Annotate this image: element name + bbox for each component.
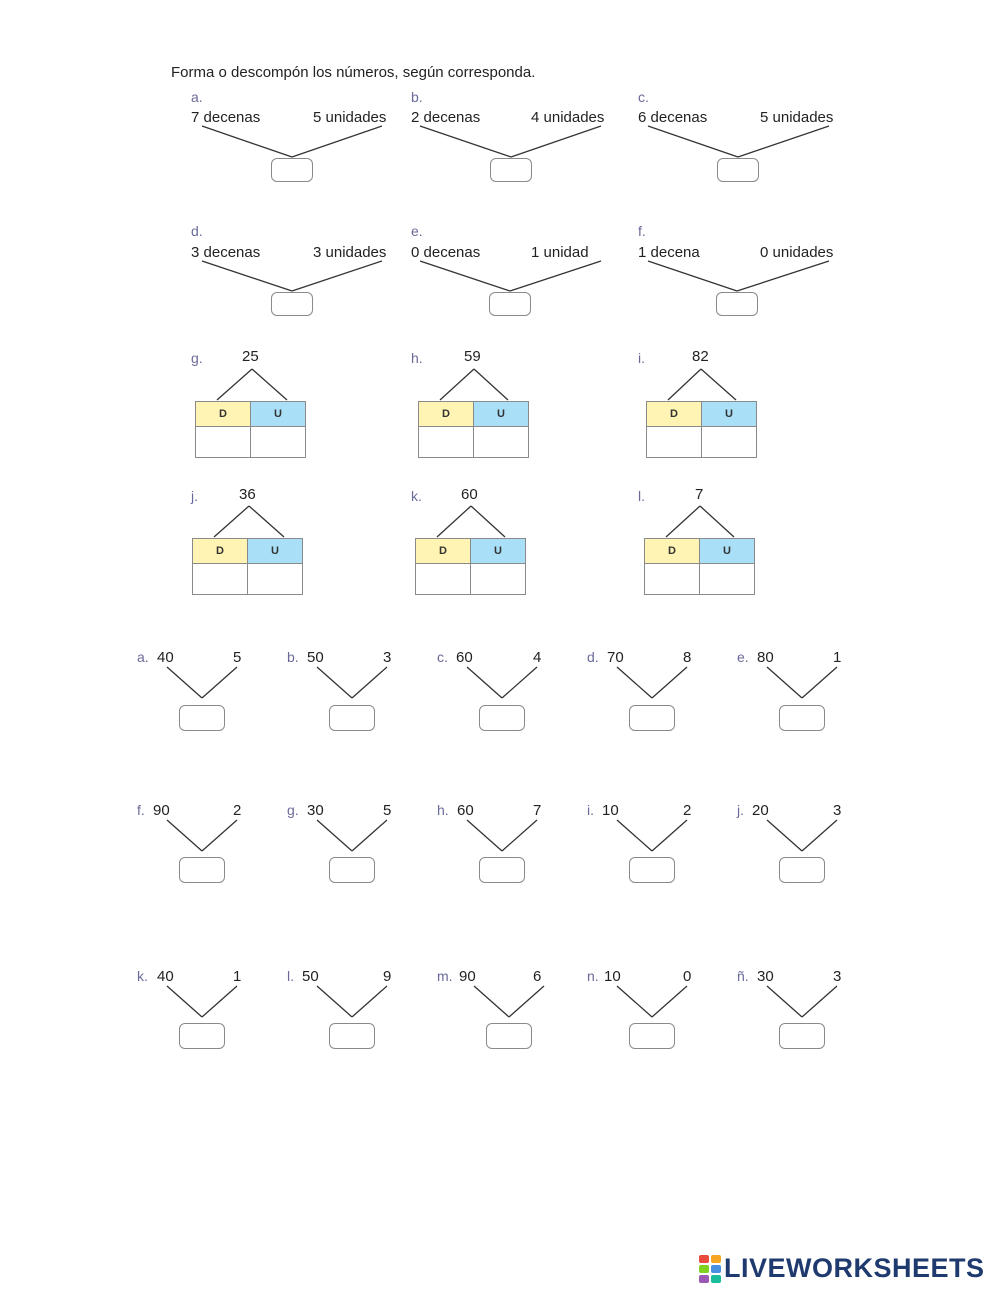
item-label: g. bbox=[191, 350, 203, 366]
number-text: 25 bbox=[242, 348, 259, 365]
item-label: a. bbox=[137, 649, 149, 665]
item-label: l. bbox=[287, 968, 294, 984]
number-text: 36 bbox=[239, 486, 256, 503]
tens-number: 90 bbox=[459, 968, 476, 985]
units-header: U bbox=[471, 539, 526, 564]
item-label: k. bbox=[137, 968, 148, 984]
item-label: b. bbox=[287, 649, 299, 665]
tens-text: 2 decenas bbox=[411, 109, 481, 126]
tens-number: 90 bbox=[153, 802, 170, 819]
number-text: 7 bbox=[695, 486, 704, 503]
units-number: 1 bbox=[833, 649, 842, 666]
item-label: a. bbox=[191, 89, 203, 105]
tens-text: 7 decenas bbox=[191, 109, 261, 126]
item-label: e. bbox=[737, 649, 749, 665]
logo-icon bbox=[699, 1255, 721, 1283]
units-number: 4 bbox=[533, 649, 542, 666]
units-number: 3 bbox=[383, 649, 392, 666]
item-label: d. bbox=[587, 649, 599, 665]
item-label: f. bbox=[137, 802, 145, 818]
units-text: 5 unidades bbox=[760, 109, 834, 126]
units-header: U bbox=[474, 402, 529, 427]
tens-header: D bbox=[419, 402, 474, 427]
item-label: b. bbox=[411, 89, 423, 105]
item-label: e. bbox=[411, 223, 423, 239]
units-number: 6 bbox=[533, 968, 542, 985]
units-text: 0 unidades bbox=[760, 244, 834, 261]
units-number: 7 bbox=[533, 802, 542, 819]
units-text: 1 unidad bbox=[531, 244, 589, 261]
units-number: 2 bbox=[233, 802, 242, 819]
number-text: 82 bbox=[692, 348, 709, 365]
units-text: 5 unidades bbox=[313, 109, 387, 126]
item-label: i. bbox=[587, 802, 594, 818]
tens-number: 60 bbox=[457, 802, 474, 819]
tens-text: 1 decena bbox=[638, 244, 700, 261]
tens-number: 30 bbox=[307, 802, 324, 819]
item-label: h. bbox=[411, 350, 423, 366]
units-header: U bbox=[702, 402, 757, 427]
tens-number: 10 bbox=[602, 802, 619, 819]
item-label: j. bbox=[191, 488, 198, 504]
instruction-title: Forma o descompón los números, según corresponda. bbox=[171, 64, 536, 81]
units-header: U bbox=[251, 402, 306, 427]
units-header: U bbox=[248, 539, 303, 564]
logo-square bbox=[711, 1255, 721, 1263]
logo-square bbox=[699, 1255, 709, 1263]
logo-text: LIVEWORKSHEETS bbox=[724, 1253, 985, 1283]
units-number: 0 bbox=[683, 968, 692, 985]
number-text: 60 bbox=[461, 486, 478, 503]
units-number: 3 bbox=[833, 802, 842, 819]
item-label: h. bbox=[437, 802, 449, 818]
units-number: 5 bbox=[383, 802, 392, 819]
tens-header: D bbox=[647, 402, 702, 427]
units-header: U bbox=[700, 539, 755, 564]
item-label: f. bbox=[638, 223, 646, 239]
tens-header: D bbox=[196, 402, 251, 427]
tens-header: D bbox=[645, 539, 700, 564]
units-number: 8 bbox=[683, 649, 692, 666]
item-label: c. bbox=[638, 89, 649, 105]
item-label: g. bbox=[287, 802, 299, 818]
item-label: m. bbox=[437, 968, 453, 984]
tens-header: D bbox=[416, 539, 471, 564]
item-label: k. bbox=[411, 488, 422, 504]
logo-square bbox=[699, 1275, 709, 1283]
tens-number: 20 bbox=[752, 802, 769, 819]
logo-square bbox=[711, 1275, 721, 1283]
tens-number: 30 bbox=[757, 968, 774, 985]
units-number: 9 bbox=[383, 968, 392, 985]
tens-number: 60 bbox=[456, 649, 473, 666]
tens-text: 3 decenas bbox=[191, 244, 261, 261]
item-label: n. bbox=[587, 968, 599, 984]
tens-text: 0 decenas bbox=[411, 244, 481, 261]
tens-number: 80 bbox=[757, 649, 774, 666]
number-text: 59 bbox=[464, 348, 481, 365]
tens-number: 70 bbox=[607, 649, 624, 666]
item-label: d. bbox=[191, 223, 203, 239]
item-label: ñ. bbox=[737, 968, 749, 984]
tens-number: 50 bbox=[302, 968, 319, 985]
units-number: 5 bbox=[233, 649, 242, 666]
item-label: c. bbox=[437, 649, 448, 665]
units-number: 1 bbox=[233, 968, 242, 985]
tens-number: 40 bbox=[157, 968, 174, 985]
item-label: l. bbox=[638, 488, 645, 504]
tens-number: 50 bbox=[307, 649, 324, 666]
item-label: i. bbox=[638, 350, 645, 366]
units-number: 3 bbox=[833, 968, 842, 985]
tens-text: 6 decenas bbox=[638, 109, 708, 126]
logo-square bbox=[699, 1265, 709, 1273]
tens-header: D bbox=[193, 539, 248, 564]
units-text: 4 unidades bbox=[531, 109, 605, 126]
units-text: 3 unidades bbox=[313, 244, 387, 261]
logo-square bbox=[711, 1265, 721, 1273]
tens-number: 10 bbox=[604, 968, 621, 985]
units-number: 2 bbox=[683, 802, 692, 819]
tens-number: 40 bbox=[157, 649, 174, 666]
item-label: j. bbox=[737, 802, 744, 818]
liveworksheets-logo bbox=[699, 1253, 985, 1284]
